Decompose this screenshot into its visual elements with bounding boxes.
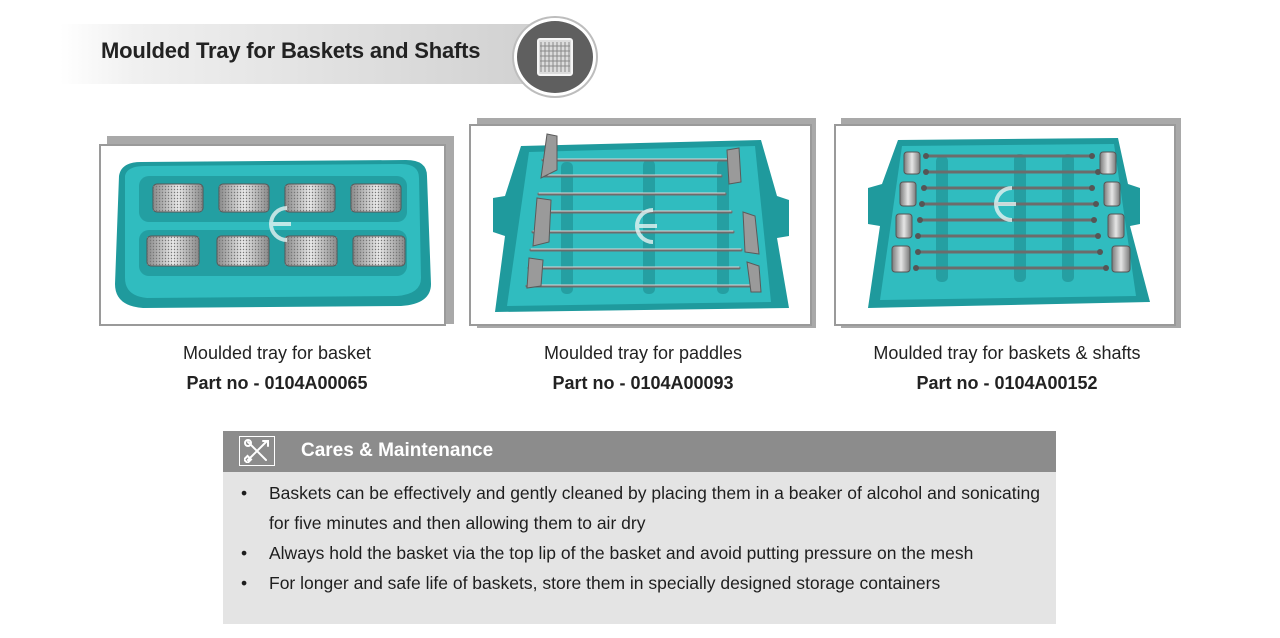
product-part-no: Part no - 0104A00152	[916, 373, 1098, 393]
list-item-text: Always hold the basket via the top lip of the basket and avoid putting pressure on the mesh	[269, 543, 974, 563]
product-part-no: Part no - 0104A00093	[552, 373, 734, 393]
list-item: • Always hold the basket via the top lip of the basket and avoid putting pressure on the mesh	[241, 543, 974, 563]
product-part-no: Part no - 0104A00065	[186, 373, 368, 393]
list-item-text: Baskets can be effectively and gently cleaned by placing them in a beaker of alcohol and sonicating for five minutes and then allowing them to air dry	[269, 483, 1040, 533]
care-panel	[223, 431, 1056, 624]
basket-shaft-tray-image	[834, 124, 1176, 326]
paddle-tray-image	[469, 124, 812, 326]
care-header	[223, 431, 1056, 472]
product-caption: Moulded tray for baskets & shafts	[873, 343, 1141, 363]
product-caption: Moulded tray for basket	[182, 343, 372, 363]
mesh-basket-icon	[514, 18, 596, 96]
tools-icon	[239, 436, 275, 466]
product-caption: Moulded tray for paddles	[543, 343, 743, 363]
list-item-text: For longer and safe life of baskets, store them in specially designed storage containers	[269, 573, 941, 593]
basket-tray-image	[99, 144, 446, 326]
list-item: • For longer and safe life of baskets, store them in specially designed storage containers	[241, 573, 941, 593]
list-item: • Baskets can be effectively and gently cleaned by placing them in a beaker of alcohol and sonicating for five minutes and then allowing them to air dry	[241, 483, 1040, 533]
care-list	[223, 478, 1056, 598]
care-title: Cares & Maintenance	[301, 440, 494, 461]
page-title: Moulded Tray for Baskets and Shafts	[101, 38, 481, 63]
